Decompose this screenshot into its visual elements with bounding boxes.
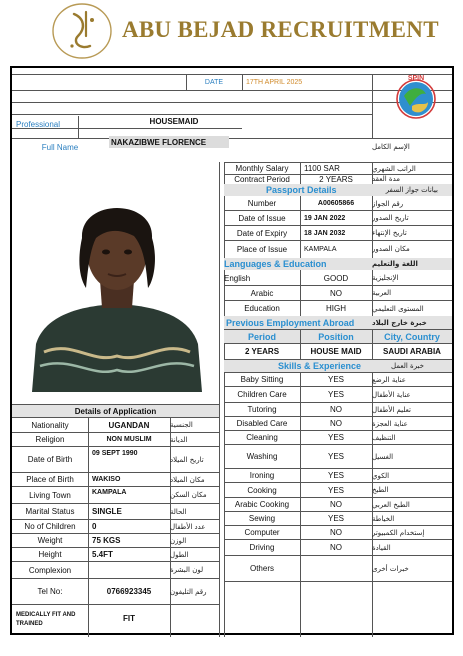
skill-ar: تعليم الأطفال [372,405,411,414]
application-label: Weight [37,536,63,545]
employment-title-ar: خبرة خارج البلاد [372,318,427,327]
skill-ar: القيادة [372,543,391,552]
application-label: Nationality [31,420,69,430]
skill-ar: الخياطة [372,514,395,523]
skill-value: YES [327,471,344,480]
place-of-issue-label: Place of Issue [236,244,288,254]
arabic-value: NO [330,288,342,298]
full-name-value: NAKAZIBWE FLORENCE [109,136,229,148]
skill-ar: التنظيف [372,433,396,442]
skill-label: Baby Sitting [240,375,284,384]
contract-value: 2 YEARS [319,174,353,184]
passport-number-value: A00605866 [317,200,355,207]
company-name: ABU BEJAD RECRUITMENT [122,17,439,42]
issue-date-ar: تاريخ الصدور [372,214,409,222]
application-ar: عدد الأطفال [170,522,206,531]
passport-number-label: Number [247,199,277,208]
languages-title-ar: اللغة والتعليم [372,260,418,268]
passport-number-ar: رقم الجواز [372,199,404,208]
application-ar: مكان الميلاد [170,475,205,484]
application-label: Religion [35,435,65,444]
application-ar: الحالة [170,507,187,516]
skill-ar: الطبخ [372,486,389,494]
application-label: Height [38,550,62,559]
expiry-date-label: Date of Expiry [236,228,288,238]
application-value: 5.4FT [92,550,113,559]
expiry-date-ar: تاريخ الإنتهاء [372,229,407,237]
cv-form [10,66,454,635]
skill-value: YES [327,375,344,384]
application-label: Living Town [29,490,71,500]
date-value: 17TH APRIL 2025 [246,79,303,86]
expiry-date-value: 18 JAN 2032 [304,229,346,237]
skill-label: Driving [249,543,275,552]
education-value: HIGH [326,304,346,313]
date-label: DATE [204,79,224,86]
employment-period: 2 YEARS [244,347,280,356]
employment-header-country: City, Country [384,331,440,342]
medical-label: MEDICALLY FIT AND TRAINED [16,612,76,627]
skill-ar: الطبخ العربي [372,500,410,509]
application-value: SINGLE [92,507,122,516]
skill-value [300,556,372,581]
place-of-issue-value: KAMPALA [304,245,337,253]
skill-value: YES [327,514,344,523]
employment-header-position: Position [318,331,354,342]
skill-value: YES [327,452,344,461]
company-logo-icon [50,2,114,60]
place-of-issue-ar: مكان الصدور [372,245,410,253]
application-value: NON MUSLIM [106,436,152,443]
arabic-ar: العربية [372,289,392,297]
full-name-ar: الإسم الكامل [372,143,410,151]
education-label: Education [244,304,280,313]
application-ar: الطول [170,550,189,559]
skill-label: Cooking [247,485,277,495]
application-value: 0766923345 [106,587,152,596]
languages-title: Languages & Education [224,259,327,269]
skill-value: NO [330,543,342,552]
salary-ar: الراتب الشهري [372,164,416,173]
application-ar: تاريخ الميلاد [170,455,204,464]
employment-header-period: Period [247,331,276,342]
spin-badge-text: SPIN [407,75,425,82]
application-label: Complexion [28,565,72,575]
application-value: 0 [92,522,97,531]
spin-badge-icon [388,72,444,122]
english-label: English [224,273,251,283]
contract-ar: مدة العقد [372,175,400,183]
skill-ar: عناية الأطفال [372,390,411,399]
skill-value: NO [330,405,342,414]
employment-country: SAUDI ARABIA [383,347,441,356]
skill-value: NO [330,419,342,428]
issue-date-label: Date of Issue [238,213,286,223]
application-value: KAMPALA [92,488,127,496]
full-name-label: Full Name [41,142,79,152]
employment-title: Previous Employment Abroad [226,317,355,328]
letterhead [0,0,463,62]
skill-value: NO [330,500,342,509]
application-value: UGANDAN [108,420,150,430]
salary-label: Monthly Salary [235,164,289,173]
application-value [92,562,170,578]
application-value: 75 KGS [92,536,121,545]
skill-ar: إستخدام الكمبيوتر [372,528,425,537]
skill-ar: عناية العجزة [372,419,408,428]
skill-value: NO [330,528,342,537]
skill-value: YES [327,485,344,495]
application-label: Place of Birth [26,475,74,484]
skill-label: Children Care [237,390,287,399]
professional-value: HOUSEMAID [149,116,199,126]
skill-label: Tutoring [247,405,277,414]
skill-label: Sewing [248,514,276,523]
contract-label: Contract Period [234,174,290,184]
salary-value: 1100 SAR [304,164,340,173]
skill-ar: عناية الرضع [372,375,406,384]
skill-label: Ironing [249,471,275,480]
application-ar: لون البشرة [170,566,204,574]
application-label: Tel No: [37,587,63,596]
skill-label: Arabic Cooking [234,500,290,509]
application-title: Details of Application [74,406,157,416]
skill-ar: الكوي [372,471,390,480]
skill-ar: الغسيل [372,452,394,461]
professional-label: Professional [16,120,61,129]
application-value: 09 SEPT 1990 [92,449,138,457]
medical-value: FIT [123,613,135,623]
skill-label: Disabled Care [236,419,288,428]
application-label: Marital Status [25,507,75,516]
skill-value: YES [327,433,344,442]
application-label: No of Children [24,522,76,531]
skill-label: Computer [244,528,280,537]
issue-date-value: 19 JAN 2022 [304,214,346,222]
application-ar: الجنسية [170,421,193,429]
skill-value: YES [327,390,344,399]
skill-label: Washing [246,452,278,461]
arabic-label: Arabic [250,288,274,298]
passport-title-ar: بيانات جواز السفر [385,186,438,194]
candidate-photo [22,168,212,392]
employment-position: HOUSE MAID [310,347,362,356]
application-ar: الوزن [170,536,187,545]
skills-title-ar: خبرة العمل [391,362,424,370]
application-ar: رقم التليفون [170,587,207,596]
application-label: Date of Birth [27,455,73,464]
skill-label: Cleaning [246,433,278,442]
application-ar: الديانة [170,435,188,444]
skill-ar: خبرات أخرى [372,564,409,573]
english-value: GOOD [323,273,349,283]
skills-title: Skills & Experience [278,361,362,371]
skill-label: Others [249,564,274,573]
english-ar: الإنجليزية [372,274,399,282]
application-value: WAKISO [92,476,121,483]
education-ar: المستوى التعليمي [372,304,424,313]
passport-title: Passport Details [266,185,337,195]
application-ar: مكان السكن [170,491,207,499]
